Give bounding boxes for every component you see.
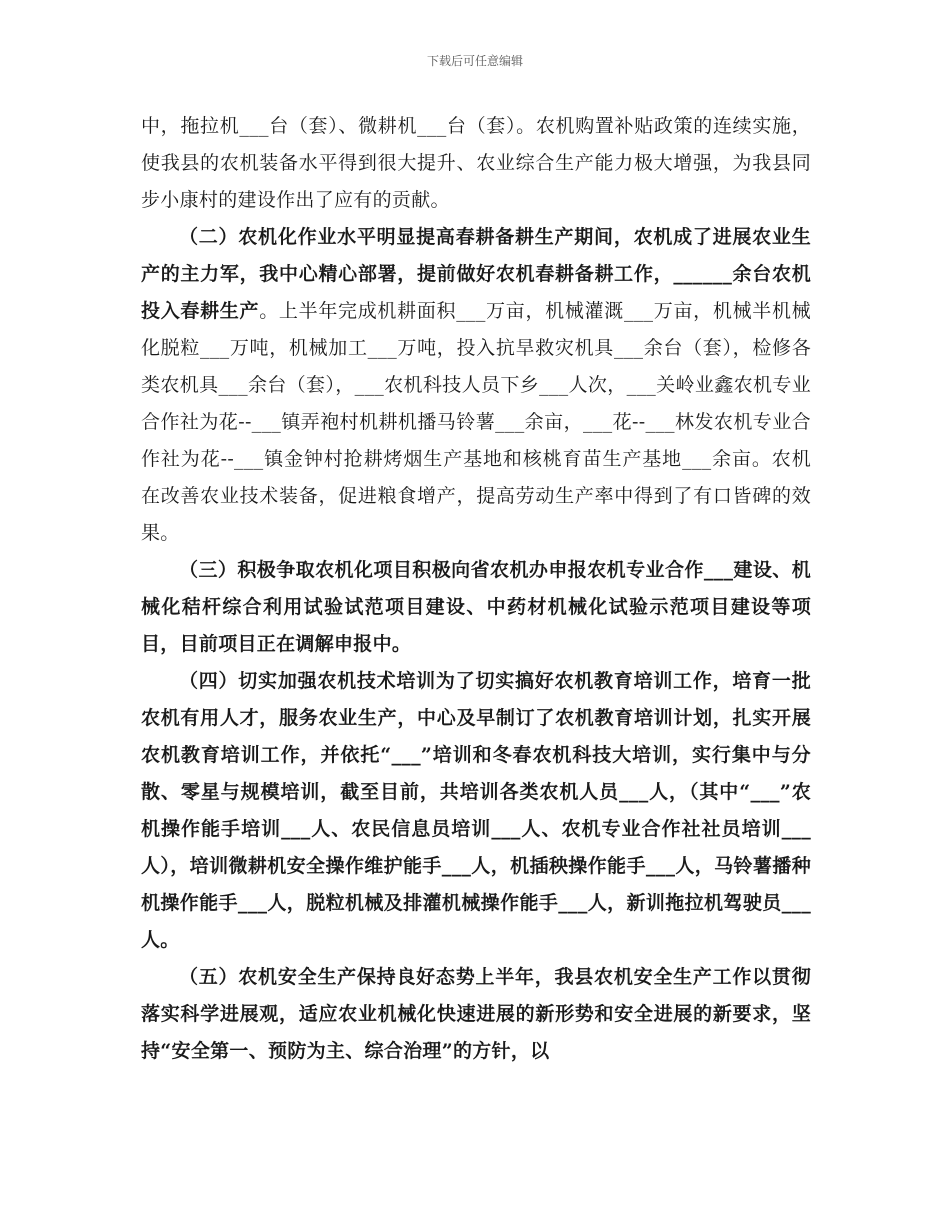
- section-heading-5: （五）农机安全生产保持良好态势上半年，我县农机安全生产工作以贯彻落实科学进展观，适应农业机械化快速进展的新形势和安全进展的新要求，坚持“安全第一、预防为主、综合治理”的方针，以: [141, 966, 811, 1062]
- paragraph-continuation: [141, 108, 811, 219]
- paragraph-body: 中，拖拉机___台（套）、微耕机___台（套）。农机购置补贴政策的连续实施，使我县的农机装备水平得到很大提升、农业综合生产能力极大增强，为我县同步小康村的建设作出了应有的贡献。: [141, 115, 811, 211]
- page-header: 下载后可任意编辑: [426, 54, 523, 68]
- paragraph-section-3: [141, 552, 811, 663]
- paragraph-section-2: [141, 219, 811, 552]
- document-body: [141, 108, 811, 1070]
- paragraph-section-5: [141, 959, 811, 1070]
- paragraph-section-4: [141, 663, 811, 959]
- section-heading-4: （四）切实加强农机技术培训为了切实搞好农机教育培训工作，培育一批农机有用人才，服务农业生产，中心及早制订了农机教育培训计划，扎实开展农机教育培训工作，并依托“___”培训和冬春农机科技大培训，实行集中与分散、零星与规模培训，截至目前，共培训各类农机人员___人，（其中“___”农机操作能手培训___人、农民信息员培训___人、农机专业合作社社员培训___人），培训微耕机安全操作维护能手___人，机插秧操作能手___人，马铃薯播种机操作能手___人，脱粒机械及排灌机械操作能手___人，新训拖拉机驾驶员___人。: [141, 670, 811, 951]
- section-heading-2: （二）农机化作业水平明显提高春耕备耕生产期间，农机成了进展农业生产的主力军，我中心精心部署，提前做好农机春耕备耕工作，______余台农机投入春耕生产: [141, 226, 811, 322]
- section-heading-3: （三）积极争取农机化项目积极向省农机办申报农机专业合作___建设、机械化秸杆综合利用试验试范项目建设、中药材机械化试验示范项目建设等项目，目前项目正在调解申报中。: [141, 559, 811, 655]
- paragraph-body: 。上半年完成机耕面积___万亩，机械灌溉___万亩，机械半机械化脱粒___万吨，机械加工___万吨，投入抗旱救灾机具___余台（套），检修各类农机具___余台（套），___农机科技人员下乡___人次，___关岭业鑫农机专业合作社为花--___镇弄袍村机耕机播马铃薯___余亩，___花--___林发农机专业合作社为花--___镇金钟村抢耕烤烟生产基地和核桃育苗生产基地___余亩。农机在改善农业技术装备，促进粮食增产，提高劳动生产率中得到了有口皆碑的效果。: [141, 300, 811, 544]
